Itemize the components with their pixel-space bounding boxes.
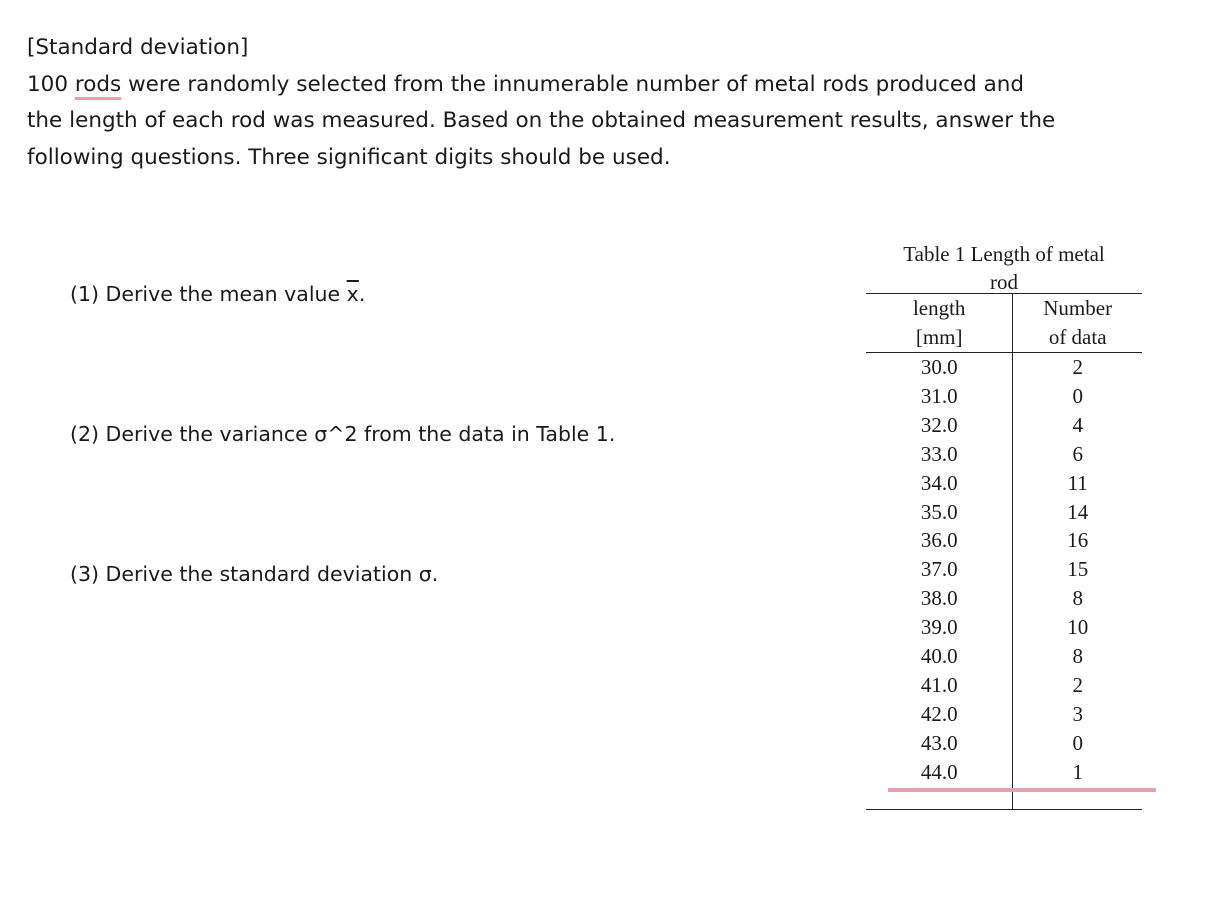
length-cell: 30.0 [866,353,1013,382]
length-cell: 44.0 [866,758,1013,787]
table-row [866,353,1142,382]
count-cell: 2 [1072,355,1083,379]
underlined-word-rods: rods [74,71,122,97]
length-cell: 34.0 [866,469,1013,498]
question-1 [70,282,365,306]
length-cell: 42.0 [866,700,1013,729]
length-cell: 40.0 [866,642,1013,671]
length-cell: 43.0 [866,729,1013,758]
length-cell: 33.0 [866,440,1013,469]
count-cell: 1 [1072,759,1083,784]
count-cell: 11 [1067,470,1088,495]
table-row [866,555,1142,584]
question-2: (2) Derive the variance σ^2 from the data in Table 1. [70,422,616,446]
intro-line-3: following questions. Three significant digits should be used. [27,144,671,170]
table-row [866,584,1142,613]
length-cell: 41.0 [866,671,1013,700]
count-cell: 14 [1067,499,1089,524]
table-row [866,758,1142,787]
intro-line-1-end: were randomly selected from the innumerable number of metal rods produced and [121,71,1025,97]
table-row [866,440,1142,469]
length-header-line-2: [mm] [915,325,963,349]
count-cell: 10 [1067,615,1089,640]
table-row [866,729,1142,758]
question-3: (3) Derive the standard deviation σ. [70,562,439,586]
count-cell: 8 [1072,644,1083,669]
mean-symbol: $\overline{x}$ [346,282,359,306]
table-caption-line-1: Table 1 Length of metal [903,242,1105,266]
count-cell: 0 [1072,383,1083,408]
table-caption-line-2: rod [990,270,1018,294]
table-row [866,498,1142,527]
length-header-line-1: length [912,296,966,320]
length-cell: 38.0 [866,584,1013,613]
table-caption [866,240,1142,296]
count-cell: 15 [1067,557,1089,582]
intro-line-1 [27,67,1187,104]
length-cell: 35.0 [866,498,1013,527]
count-cell: 3 [1072,701,1083,726]
count-cell: 0 [1072,730,1083,755]
count-header-line-1: Number [1043,296,1113,320]
table-row [866,671,1142,700]
section-heading: [Standard deviation] [27,35,249,60]
table-row [866,382,1142,411]
table-row [866,469,1142,498]
count-cell: 8 [1072,586,1083,611]
count-cell: 2 [1072,672,1083,697]
length-cell: 31.0 [866,382,1013,411]
table-row [866,613,1142,642]
count-column-header [1013,294,1142,353]
length-cell: 36.0 [866,526,1013,555]
length-cell: 39.0 [866,613,1013,642]
table-row [866,411,1142,440]
table-row [866,526,1142,555]
intro-line-1-start: 100 [27,71,75,97]
problem-intro [27,30,1187,176]
length-column-header [866,294,1013,353]
table-row [866,642,1142,671]
table-header-row [866,294,1142,353]
question-1-period: . [358,282,366,306]
length-cell: 32.0 [866,411,1013,440]
count-cell: 4 [1072,412,1083,437]
question-1-text: (1) Derive the mean value [70,282,347,306]
rod-length-table [866,293,1142,810]
length-cell: 37.0 [866,555,1013,584]
count-header-line-2: of data [1048,325,1107,349]
count-cell: 6 [1072,441,1083,466]
spellcheck-underline [888,788,1156,792]
table-row [866,700,1142,729]
count-cell: 16 [1067,528,1089,553]
intro-line-2: the length of each rod was measured. Based on the obtained measurement results, answer the [27,108,1056,133]
